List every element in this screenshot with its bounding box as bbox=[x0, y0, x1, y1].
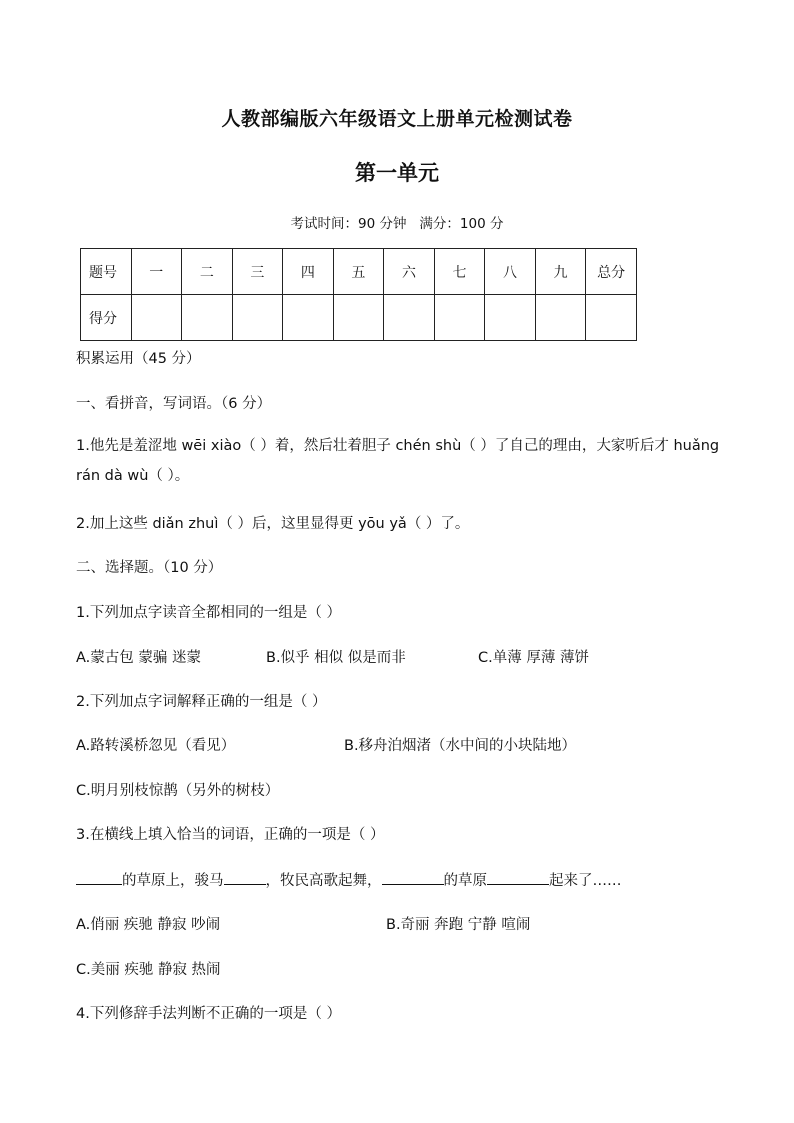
question-stem: 1.下列加点字读音全都相同的一组是（ ） bbox=[76, 605, 341, 621]
score-input-cell[interactable] bbox=[586, 295, 637, 341]
score-input-cell[interactable] bbox=[434, 295, 485, 341]
option-row bbox=[76, 958, 736, 979]
blank-line[interactable] bbox=[76, 870, 122, 886]
question-heading: 一、看拼音，写词语。（6 分） bbox=[76, 396, 272, 412]
option-c[interactable]: C.明月别枝惊鹊（另外的树枝） bbox=[76, 783, 280, 799]
score-row-label: 得分 bbox=[81, 295, 132, 341]
exam-info: 考试时间：90 分钟 满分：100 分 bbox=[290, 216, 504, 232]
score-input-cell[interactable] bbox=[283, 295, 334, 341]
option-row bbox=[76, 734, 736, 755]
score-table-cell: 六 bbox=[384, 249, 435, 295]
score-input-cell[interactable] bbox=[182, 295, 233, 341]
option-b[interactable]: B.移舟泊烟渚（水中间的小块陆地） bbox=[344, 738, 577, 754]
section-heading: 积累运用（45 分） bbox=[76, 351, 201, 367]
score-table-cell: 题号 bbox=[81, 249, 132, 295]
sentence-part: ，牧民高歌起舞， bbox=[265, 873, 382, 889]
score-input-cell[interactable] bbox=[232, 295, 283, 341]
question-stem: 3.在横线上填入恰当的词语，正确的一项是（ ） bbox=[76, 827, 385, 843]
score-table-cell: 总分 bbox=[586, 249, 637, 295]
score-table-cell: 五 bbox=[333, 249, 384, 295]
option-b[interactable]: B.似乎 相似 似是而非 bbox=[266, 650, 406, 666]
question-heading: 二、选择题。（10 分） bbox=[76, 560, 223, 576]
option-c[interactable]: C.单薄 厚薄 薄饼 bbox=[478, 650, 589, 666]
score-table-cell: 三 bbox=[232, 249, 283, 295]
score-table-score-row bbox=[81, 295, 637, 341]
score-input-cell[interactable] bbox=[384, 295, 435, 341]
option-row bbox=[76, 779, 736, 800]
question-item: 2.加上这些 diǎn zhuì（ ）后，这里显得更 yōu yǎ（ ）了。 bbox=[76, 516, 470, 532]
option-a[interactable]: A.路转溪桥忽见（看见） bbox=[76, 738, 236, 754]
score-table-cell: 八 bbox=[485, 249, 536, 295]
option-row bbox=[76, 646, 736, 667]
score-table-cell: 九 bbox=[535, 249, 586, 295]
question-stem: 2.下列加点字词解释正确的一组是（ ） bbox=[76, 694, 327, 710]
score-table bbox=[80, 248, 637, 341]
option-a[interactable]: A.俏丽 疾驰 静寂 吵闹 bbox=[76, 917, 221, 933]
option-a[interactable]: A.蒙古包 蒙骗 迷蒙 bbox=[76, 650, 201, 666]
score-table-cell: 七 bbox=[434, 249, 485, 295]
exam-title: 人教部编版六年级语文上册单元检测试卷 bbox=[221, 108, 573, 130]
score-table-cell: 二 bbox=[182, 249, 233, 295]
option-c[interactable]: C.美丽 疾驰 静寂 热闹 bbox=[76, 962, 221, 978]
sentence-part: 起来了…… bbox=[549, 873, 622, 889]
blank-line[interactable] bbox=[382, 870, 444, 886]
fill-blank-sentence bbox=[76, 869, 736, 890]
blank-line[interactable] bbox=[487, 870, 549, 886]
sentence-part: 的草原上，骏马 bbox=[122, 873, 224, 889]
sentence-part: 的草原 bbox=[443, 873, 487, 889]
option-b[interactable]: B.奇丽 奔跑 宁静 喧闹 bbox=[386, 917, 531, 933]
score-input-cell[interactable] bbox=[333, 295, 384, 341]
unit-title: 第一单元 bbox=[355, 161, 439, 185]
option-row bbox=[76, 913, 736, 934]
score-input-cell[interactable] bbox=[131, 295, 182, 341]
blank-line[interactable] bbox=[224, 870, 266, 886]
score-table-cell: 四 bbox=[283, 249, 334, 295]
question-item: 1.他先是羞涩地 wēi xiào（ ）着，然后壮着胆子 chén shù（ ）了自己的理由，大家听后才 huǎng rán dà wù（ ）。 bbox=[76, 438, 720, 484]
score-table-header-row bbox=[81, 249, 637, 295]
score-input-cell[interactable] bbox=[485, 295, 536, 341]
score-table-cell: 一 bbox=[131, 249, 182, 295]
score-input-cell[interactable] bbox=[535, 295, 586, 341]
question-stem: 4.下列修辞手法判断不正确的一项是（ ） bbox=[76, 1006, 341, 1022]
